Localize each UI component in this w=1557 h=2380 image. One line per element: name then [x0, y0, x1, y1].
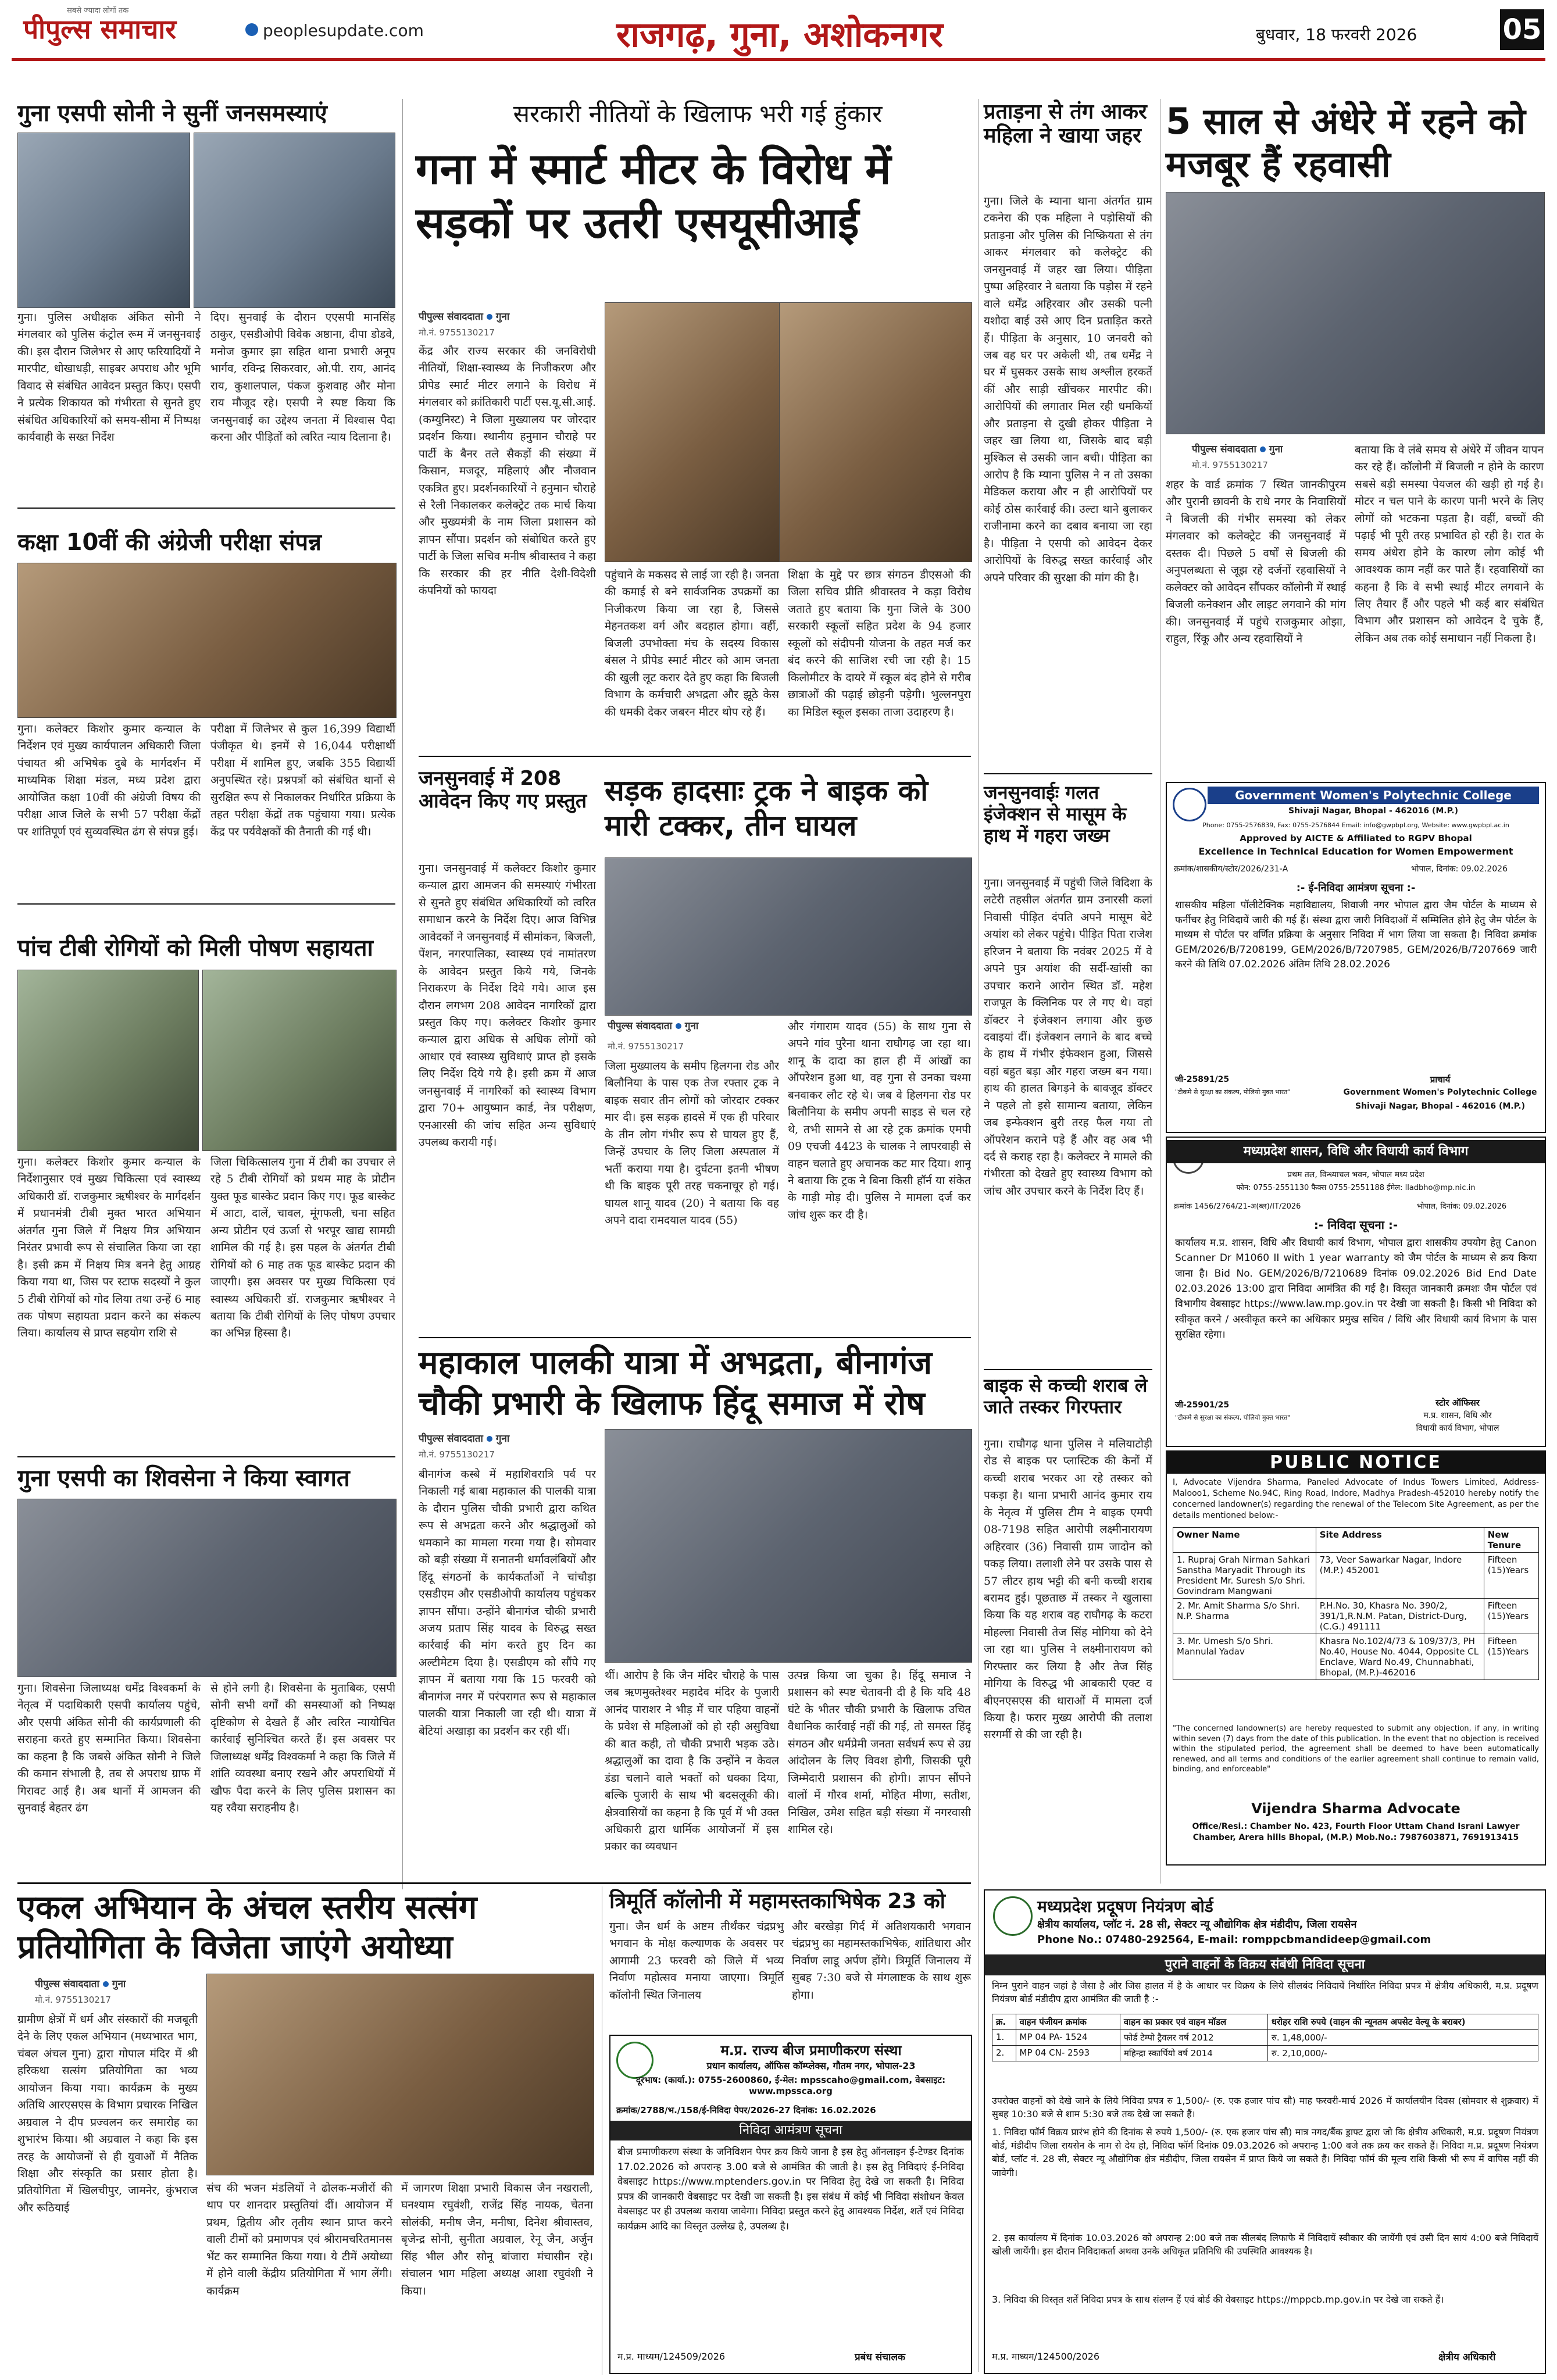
story5-byline [419, 309, 509, 323]
polytechnic-code: जी-25891/25 [1175, 1075, 1230, 1084]
story8-mobile: मो.नं. 9755130217 [419, 1449, 495, 1460]
polytechnic-approval: Approved by AICTE & Affiliated to RGPV Bhopal [1240, 833, 1472, 844]
story7-mobile: मो.नं. 9755130217 [608, 1041, 684, 1052]
story3-photo-2 [202, 970, 397, 1151]
story4-col2: से होने लगी है। शिवसेना के मुताबिक, एसपी सोनी सभी वर्गों की समस्याओं को निष्पक्ष दृष्टिकोण से देखते हैं और त्वरित न्यायोचित कार्रवाई सुनिश्चित करते हैं। इस अवसर पर जिलाध्यक्ष धर्मेंद्र विश्वकर्मा ने कहा कि जिले में शांति व्यवस्था बनाए रखने और अपराधियों में खौफ पैदा करने के लिए पुलिस प्रशासन का यह रवैया सराहनीय है। [210, 1682, 395, 1815]
pollution-code: म.प्र. माध्यम/124500/2026 [992, 2351, 1100, 2362]
table-cell: 1. Rupraj Grah Nirman Sahkari Sanstha Maryadit Through its President Mr. Suresh S/o Shri. Govindram Mangwani [1173, 1553, 1316, 1599]
divider [17, 508, 395, 509]
story7-byline [608, 1019, 698, 1032]
story5-photo [605, 302, 780, 562]
story5-photo-2 [779, 302, 972, 562]
story5-kicker: सरकारी नीतियों के खिलाफ भरी गई हुंकार [513, 99, 883, 128]
seed-code: म.प्र. माध्यम/124509/2026 [617, 2351, 726, 2362]
divider [419, 1337, 971, 1338]
story12-body: गुना। राघौगढ़ थाना पुलिस ने मलियाटोड़ी रोड से बाइक पर प्लास्टिक की केनों में कच्ची शराब भरकर आ रहे तस्कर को पकड़ा है। थाना प्रभारी आनंद कुमार राय के नेतृत्व में पुलिस टीम ने बाइक एमपी 08-7198 सहित आरोपी लक्ष्मीनारायण अहिरवार (36) निवासी ग्राम जादोन को पकड़ लिया। तलाशी लेने पर उसके पास से 57 लीटर हाथ भट्टी की बनी कच्ची शराब बरामद हुई। पूछताछ में तस्कर ने खुलासा किया कि यह शराब वह राघौगढ़ के कटरा मोहल्ला निवासी तेज सिंह मोगिया को देने जा रहा था। पुलिस ने लक्ष्मीनारायण को गिरफ्तार कर लिया है और तेज सिंह मोगिया के विरुद्ध भी आबकारी एक्ट व बीएनएसएस की धाराओं में मामला दर्ज किया है। फरार मुख्य आरोपी की तलाश सरगर्मी से की जा रही है। [984, 1438, 1152, 1742]
divider [17, 1456, 395, 1457]
public-notice-title: PUBLIC NOTICE [1167, 1452, 1545, 1474]
table-cell: महिन्द्रा स्कार्पियो वर्ष 2014 [1120, 2046, 1267, 2061]
story14-col1: गुना। जैन धर्म के अष्टम तीर्थंकर चंद्रप्रभु भगवान के मोक्ष कल्याणक के अवसर पर आगामी 23 फरवरी को जिले में भव्य निर्वाण महोत्सव मनाया जाएगा। त्रिमूर्ति कॉलोनी स्थित जिनालय [609, 1920, 784, 2002]
story1-col1: गुना। पुलिस अधीक्षक अंकित सोनी ने मंगलवार को पुलिस कंट्रोल रूम में जनसुनवाई की। इस दौरान जिलेभर से आए फरियादियों ने मारपीट, धोखाधड़ी, साइबर अपराध और भूमि विवाद से संबंधित आवेदन प्रस्तुत किए। एसपी ने प्रत्येक शिकायत को गंभीरता से सुनते हुए संबंधित अधिकारियों को समय-सीमा में निष्पक्ष कार्यवाही के सख्त निर्देश [17, 311, 201, 444]
table-header: क्र. [992, 2014, 1016, 2030]
table-cell: रु. 2,10,000/- [1267, 2046, 1538, 2061]
story8-col3: उत्पन्न किया जा चुका है। हिंदू समाज ने प्रशासन को स्पष्ट चेतावनी दी है कि यदि 48 घंटे के भीतर चौकी प्रभारी के खिलाफ उचित वैधानिक कार्रवाई नहीं की गई, तो समस्त हिंदू संगठन और धर्मप्रेमी जनता सर्वधर्म रूप से उग्र आंदोलन के लिए विवश होगी, जिसकी पूरी जिम्मेदारी प्रशासन की होगी। ज्ञापन सौंपने वालों में गौरव शर्मा, मोहित मीणा, सतीश, निखिल, उमेश सहित बड़ी संख्या में नगरवासी शामिल रहे। [788, 1669, 971, 1836]
pollution-point-1: 1. निविदा फॉर्म विक्रय प्रारंभ होने की दिनांक से रुपये 1,500/- (रु. एक हजार पांच सौ) मात्र नगद/बैंक ड्राफ्ट द्वारा जो कि क्षेत्रीय अधिकारी, म.प्र. प्रदूषण नियंत्रण बोर्ड, मंडीदीप जिला रायसेन के नाम से देय हो, निविदा फॉर्म दिनांक 09.03.2026 को अपरान्ह 1:00 बजे तक क्रय कर सकते हैं। निविदा म.प्र. प्रदूषण नियंत्रण बोर्ड, प्लॉट नं. 28 सी, सेक्टर न्यू औद्योगिक क्षेत्र मंडीदीप, जिला रायसेन में प्राप्त किये जा सकते हैं। निविदा फॉर्म की मूल्य राशि किसी भी रूप में वापिस नहीं की जावेगी। [992, 2127, 1538, 2178]
pollution-subhead: पुराने वाहनों के विक्रय संबंधी निविदा सूचना [985, 1954, 1545, 1975]
story9-photo [206, 1974, 594, 2175]
byline-name: पीपुल्स संवाददाता [1192, 444, 1256, 455]
divider [984, 773, 1152, 774]
pollution-contact: Phone No.: 07480-292564, E-mail: romppcbmandideep@gmail.com [1037, 1934, 1431, 1946]
byline-place: गुना [684, 1020, 699, 1032]
story7-headline: सड़क हादसाः ट्रक ने बाइक को मारी टक्कर, तीन घायल [605, 774, 929, 842]
table-cell: Fifteen (15)Years [1484, 1599, 1538, 1634]
advocate-name: Vijendra Sharma Advocate [1251, 1800, 1460, 1817]
table-header: New Tenure [1484, 1528, 1538, 1553]
pollution-table-wrap [992, 2014, 1538, 2061]
polytechnic-ref: क्रमांक/शासकीय/स्टोर/2026/231-A [1174, 864, 1288, 874]
story2-col1: गुना। कलेक्टर किशोर कुमार कन्याल के निर्देशन एवं मुख्य कार्यपालन अधिकारी जिला पंचायत श्री अभिषेक दुबे के मार्गदर्शन में माध्यमिक शिक्षा मंडल, मध्य प्रदेश द्वारा आयोजित कक्षा 10वीं की अंग्रेजी विषय की परीक्षा आज जिले के सभी 57 परीक्षा केंद्रों पर शांतिपूर्ण एवं सुव्यवस्थित ढंग से संपन्न हुई। [17, 723, 201, 838]
divider [17, 903, 395, 905]
law-contact: फोन: 0755-2551130 फैक्स 0755-2551188 ईमेल: lladbho@mp.nic.in [1236, 1184, 1476, 1192]
polytechnic-sign3: Shivaji Nagar, Bhopal - 462016 (M.P.) [1355, 1102, 1526, 1111]
pollution-title: मध्यप्रदेश प्रदूषण नियंत्रण बोर्ड [1037, 1897, 1213, 1916]
story11-headline: जनसुनवाईः गलत इंजेक्शन से मासूम के हाथ में गहरा जख्म [984, 781, 1127, 846]
story9-col1: ग्रामीण क्षेत्रों में धर्म और संस्कारों की मजबूती देने के लिए एकल अभियान (मध्यभारत भाग, चंबल अंचल गुना) द्वारा गोपाल मंदिर में श्री हरिकथा सत्संग प्रतियोगिता का भव्य आयोजन किया गया। कार्यक्रम के मुख्य अतिथि आरएसएस के विभाग प्रचारक निखिल अग्रवाल ने दीप प्रज्वलन कर समारोह का शुभारंभ किया। श्री अग्रवाल ने कहा कि इस तरह के आयोजनों से ही युवाओं में नैतिक शिक्षा और संस्कृति का प्रसार होता है। प्रतियोगिता में खिलचीपुर, जामनेर, कुंभराज और रूठियाई [17, 2013, 198, 2214]
table-cell: 73, Veer Sawarkar Nagar, Indore (M.P.) 452001 [1316, 1553, 1484, 1599]
table-cell: 3. Mr. Umesh S/o Shri. Mannulal Yadav [1173, 1634, 1316, 1680]
table-cell: MP 04 PA- 1524 [1016, 2030, 1120, 2046]
public-notice-body: I, Advocate Vijendra Sharma, Paneled Advocate of Indus Towers Limited, Address-Malooo1, Scheme No.94C, Ring Road, Indore, Madhya Pradesh-452010 hereby notify the concerned landowner(s) regarding the renewal of the Telecom Site Agreement, as per the details mentioned below:- [1173, 1478, 1539, 1520]
story5-mobile: मो.नं. 9755130217 [419, 327, 495, 338]
story7-photo [605, 857, 972, 1016]
seed-contact: दूरभाष: (कार्या.): 0755-2600860, ई-मेल: mpsscaho@gmail.com, वेबसाइट: www.mpssca.org [635, 2075, 946, 2096]
table-row [1173, 1599, 1539, 1634]
page-number: 05 [1500, 9, 1544, 50]
story8-photo [605, 1429, 972, 1663]
pollution-para: उपरोक्त वाहनों को देखे जाने के लिये निविदा प्रपत्र रु 1,500/- (रु. एक हजार पांच सौ) माह फरवरी-मार्च 2026 में कार्यालयीन दिवस (सोमवार से शुक्रवार) में सुबह 10:30 बजे से शाम 5:30 बजे तक देखे जा सकते हैं। [992, 2095, 1538, 2120]
table-cell: Fifteen (15)Years [1484, 1634, 1538, 1680]
story9-col3: में जागरण शिक्षा प्रभारी विकास जैन नखराली, घनश्याम रघुवंशी, राजेंद्र सिंह नायक, चेतना सोलंकी, मनीष जैन, मनीषा, दिनेश श्रीवास्तव, बृजेन्द्र सोनी, सुनीता अग्रवाल, रेनू जैन, अर्जुन सिंह भील और सोनू बांजारा मंचासीन रहे। संचालन भाग महिला अध्यक्ष आशा रघुवंशी ने किया। [401, 2182, 593, 2297]
story14-headline: त्रिमूर्ति कॉलोनी में महामस्तकाभिषेक 23 को [609, 1889, 945, 1913]
byline-name: पीपुल्स संवाददाता [419, 311, 483, 323]
column-rule [402, 99, 403, 1889]
public-notice-table [1173, 1527, 1539, 1680]
seed-notice-head: निविदा आमंत्रण सूचना [610, 2121, 971, 2140]
law-sign2: म.प्र. शासन, विधि और [1423, 1411, 1492, 1420]
law-ref: क्रमांक 1456/2764/21-अ(ब्ल)/IT/2026 [1174, 1202, 1301, 1211]
divider [419, 756, 971, 757]
section-title: राजगढ़, गुना, अशोकनगर [616, 15, 944, 55]
pollution-point-3: 3. निविदा की विस्तृत शर्तें निविदा प्रपत्र के साथ संलग्न हैं एवं बोर्ड की वेबसाइट https://mppcb.mp.gov.in पर देखे जा सकते हैं। [992, 2294, 1444, 2305]
table-cell: Khasra No.102/4/73 & 109/37/3, PH No.40, House No. 4044, Opposite CL Enclave, Ward No.49, Chunnabhati, Bhopal, (M.P.)-462016 [1316, 1634, 1484, 1680]
polytechnic-title: Government Women's Polytechnic College [1208, 787, 1539, 804]
story5-col3: शिक्षा के मुद्दे पर छात्र संगठन डीएसओ की जिला सचिव प्रीति श्रीवास्तव ने कड़ा विरोध जताते हुए बताया कि गुना जिले के 300 सरकारी स्कूलों सहित प्रदेश के 94 हजार स्कूलों को संदीपनी योजना के तहत मर्ज कर बंद करने की साजिश रची जा रही है। 15 किलोमीटर के दायरे में स्कूल बंद होने से गरीब छात्राओं की पढ़ाई छोड़नी पड़ेगी। भुल्लनपुरा का मिडिल स्कूल इसका ताजा उदाहरण है। [788, 569, 971, 719]
date: बुधवार, 18 फरवरी 2026 [1256, 25, 1417, 44]
polytechnic-sign2: Government Women's Polytechnic College [1343, 1088, 1537, 1097]
byline-name: पीपुल्स संवाददाता [35, 1978, 99, 1990]
table-header: धरोहर राशि रुपये (वाहन की न्यूनतम अपसेट वेल्यू के बराबर) [1267, 2014, 1538, 2030]
story13-col2: बताया कि वे लंबे समय से अंधेरे में जीवन यापन कर रहे हैं। कॉलोनी में बिजली न होने के कारण सबसे बड़ी समस्या पेयजल की खड़ी हो गई है। मोटर न चल पाने के कारण पानी भरने के लिए लोगों को भटकना पड़ता है। वहीं, बच्चों की पढ़ाई भी पूरी तरह प्रभावित हो रही है। रात के समय अंधेरा होने के कारण लोग कोई भी आवश्यक काम नहीं कर पाते हैं। रहवासियों का कहना है कि वे सभी स्थाई मीटर लगवाने के लिए तैयार हैं और पहले भी कई बार संबंधित विभाग और प्रशासन को आवेदन दे चुके हैं, लेकिन अब तक कोई समाधान नहीं निकला है। [1355, 444, 1544, 645]
public-notice-footer: "The concerned landowner(s) are hereby requested to submit any objection, if any, in writing within seven (7) days from the date of this publication. In the event that no objection is received within the stipulated period, the agreement shall be deemed to have been automatically renewed, and all terms and conditions of the earlier agreement shall continue to remain valid, binding, and enforceable" [1173, 1724, 1539, 1774]
logo: पीपुल्स समाचार [23, 13, 177, 45]
table-row [992, 2046, 1538, 2061]
law-notice-head: :- निविदा सूचना :- [1313, 1218, 1398, 1232]
story14-col2: और बरखेड़ा गिर्द में अतिशयकारी भगवान चंद्रप्रभु का महामस्तकाभिषेक, शांतिधारा और निर्वाण लाडू अर्पण होंगे। त्रिमूर्ति जिनालय में सुबह 7:30 बजे से मंगलाष्टक के साथ शुरू होगा। [792, 1920, 971, 2002]
story2-headline: कक्षा 10वीं की अंग्रेजी परीक्षा संपन्न [17, 529, 322, 556]
masthead [12, 5, 1545, 60]
story9-mobile: मो.नं. 9755130217 [35, 1995, 111, 2005]
story11-body: गुना। जनसुनवाई में पहुंची जिले विदिशा के लटेरी तहसील अंतर्गत ग्राम उनारसी कलां निवासी पीड़ित दंपति अपने मासूम बेटे अयांश को लेकर पहुंचे। पीड़ित पिता राजेश हरिजन ने बताया कि नवंबर 2025 में वे अपने पुत्र अयांश की सर्दी-खांसी का उपचार कराने आरोन स्थित डॉ. महेश राजपूत के क्लिनिक पर ले गए थे। वहां डॉक्टर ने इंजेक्शन लगाया और कुछ दवाइयां दीं। इंजेक्शन लगाने के बाद बच्चे के हाथ में गंभीर इंफेक्शन हुआ, जिससे वहां बहुत बड़ा और गहरा जख्म बन गया। हाथ की हालत बिगड़ने के बावजूद डॉक्टर ने पहले तो इसे सामान्य बताया, लेकिन जब इन्फेक्शन बुरी तरह फैल गया तो ऑपरेशन कराने पड़े हैं और वह अब भी दर्द से कराह रहा है। कलेक्टर ने मामले की गंभीरता को देखते हुए स्वास्थ्य विभाग को जांच और उपचार करने के निर्देश दिए हैं। [984, 877, 1152, 1198]
byline-place: गुना [1269, 444, 1283, 455]
table-header: Site Address [1316, 1528, 1484, 1553]
story10-headline: प्रताड़ना से तंग आकर महिला ने खाया जहर [984, 100, 1147, 148]
seed-address: प्रधान कार्यालय, ऑफिस कॉम्प्लेक्स, गौतम नगर, भोपाल-23 [706, 2060, 916, 2071]
law-notice-body: कार्यालय म.प्र. शासन, विधि और विधायी कार्य विभाग, भोपाल द्वारा शासकीय उपयोग हेतु Canon Scanner Dr M1060 II with 1 year warranty को जैम पोर्टल के माध्यम से क्रय किया जाना है। Bid No. GEM/2026/B/7210689 दिनांक 09.02.2026 Bid End Date 02.03.2026 13:00 द्वारा निविदा आमंत्रित की गई है। विस्तृत जानकारी क्रमशः जैम पोर्टल एवं विभागीय वेबसाइट https://www.law.mp.gov.in पर देखी जा सकती है। किसी भी निविदा को स्वीकृत करने / अस्वीकृत करने का अधिकार प्रमुख सचिव / विधि और विधायी कार्य विभाग के पास सुरक्षित रहेगा। [1175, 1237, 1537, 1341]
divider [17, 1882, 971, 1884]
story3-col2: जिला चिकित्सालय गुना में टीबी का उपचार ले रहे 5 टीबी रोगियों को प्रथम माह के प्रोटीन युक्त फूड बास्केट प्रदान किए गए। फूड बास्केट में आटा, दालें, चावल, मूंगफली, चना सहित अन्य प्रोटीन एवं ऊर्जा से भरपूर खाद्य सामग्री शामिल की गई है। इस पहल के अंतर्गत टीबी रोगियों को 6 माह तक फूड बास्केट प्रदान की जाएगी। इस अवसर पर मुख्य चिकित्सा एवं स्वास्थ्य अधिकारी डॉ. राजकुमार ऋषीश्वर ने बताया कि टीबी रोगियों के लिए पोषण उपचार का अभिन्न हिस्सा है। [210, 1156, 395, 1340]
polytechnic-ad [1166, 782, 1546, 1133]
story5-col1: केंद्र और राज्य सरकार की जनविरोधी नीतियों, शिक्षा-स्वास्थ्य के निजीकरण और प्रीपेड स्मार्ट मीटर लगाने के विरोध में मंगलवार को क्रांतिकारी पार्टी एस.यू.सी.आई. (कम्युनिस्ट) ने जिला मुख्यालय पर जोरदार प्रदर्शन किया। स्थानीय हनुमान चौराहे पर पार्टी के बैनर तले सैकड़ों की संख्या में किसान, मजदूर, महिलाएं और नौजवान एकत्रित हुए। प्रदर्शनकारियों ने हनुमान चौराहे से रैली निकालकर कलेक्ट्रेट तक मार्च किया और मुख्यमंत्री के नाम जिला प्रशासन को ज्ञापन सौंपा। प्रदर्शन को संबोधित करते हुए पार्टी के जिला सचिव मनीष श्रीवास्तव ने कहा कि सरकार की हर नीति देशी-विदेशी कंपनियों को फायदा [419, 345, 596, 598]
story8-byline [419, 1431, 509, 1445]
table-cell: P.H.No. 30, Khasra No. 390/2, 391/1,R.N.M. Patan, District-Durg,(C.G.) 491111 [1316, 1599, 1484, 1634]
globe-icon [245, 23, 258, 36]
polytechnic-contact: Phone: 0755-2576839, Fax: 0755-2576844 Email: info@gwpbpl.org, Website: www.gwpbpl.ac.in [1202, 821, 1509, 829]
story13-photo [1166, 192, 1545, 434]
polytechnic-motto: Excellence in Technical Education for Women Empowerment [1198, 846, 1513, 857]
table-cell: 2. Mr. Amit Sharma S/o Shri. N.P. Sharma [1173, 1599, 1316, 1634]
story7-col1: जिला मुख्यालय के समीप हिलगना रोड और बिलौनिया के पास एक तेज रफ्तार ट्रक ने बाइक सवार तीन लोगों को जोरदार टक्कर मार दी। इस सड़क हादसे में एक ही परिवार के तीन लोग गंभीर रूप से घायल हुए हैं, जिन्हें उपचार के लिए जिला अस्पताल में भर्ती कराया गया है। दुर्घटना इतनी भीषण थी कि बाइक पूरी तरह चकनाचूर हो गई। घायल शानू यादव (20) ने बताया कि वह अपने दादा रामदयाल यादव (55) [605, 1060, 779, 1227]
table-cell: रु. 1,48,000/- [1267, 2030, 1538, 2046]
story6-headline: जनसुनवाई में 208 आवेदन किए गए प्रस्तुत [419, 767, 587, 813]
seed-notice-body: बीज प्रमाणीकरण संस्था के जनिविशन पेपर क्रय किये जाना है इस हेतु ऑनलाइन ई-टेण्डर दिनांक 17.02.2026 को अपरान्ह 3.00 बजे से आमंत्रित की जाती है। इस हेतु निविदाएं ई-निविदा वेबसाइट https://www.mptenders.gov.in पर निविदा हेतु देखे जा सकती है। निविदा प्रपत्र की जानकारी वेबसाइट पर देखी जा सकती है। इस संबंध में कोई भी निविदा संशोधन केवल वेबसाइट पर ही उपलब्ध कराया जावेगा। निविदा प्रस्तुत करने हेतु आवश्यक निर्देश, शर्तें एवं निविदा कार्यक्रम आदि का विस्तृत उल्लेख है, उपलब्ध है। [617, 2146, 964, 2232]
story8-headline: महाकाल पालकी यात्रा में अभद्रता, बीनागंज चौकी प्रभारी के खिलाफ हिंदू समाज में रोष [419, 1344, 933, 1423]
table-header: वाहन पंजीयन क्रमांक [1016, 2014, 1120, 2030]
story4-photo [17, 1499, 397, 1677]
seed-logo-icon [616, 2042, 653, 2079]
masthead-rule [12, 58, 1545, 61]
polytechnic-notice-body: शासकीय महिला पॉलीटेक्निक महाविद्यालय, शिवाजी नगर भोपाल द्वारा जैम पोर्टल के माध्यम से फर्नीचर हेतु निविदायें जारी की गई हैं। संस्था द्वारा जारी निविदाओं में सम्मिलित होने हेतु जैम पोर्टल के माध्यम से पोर्टल पर वर्णित प्रक्रिया के अनुसार निविदा में भाग लिया जा सकता है। निविदा क्रमांक GEM/2026/B/7208199, GEM/2026/B/7207985, GEM/2026/B/7207669 जारी करने की तिथि 07.02.2026 अंतिम तिथि 28.02.2026 [1175, 899, 1537, 970]
polytechnic-logo-icon [1173, 788, 1206, 821]
story5-col2: पहुंचाने के मकसद से लाई जा रही है। जनता की कमाई से बने सार्वजनिक उपक्रमों का निजीकरण किया जा रहा है, जिससे मेहनतकश वर्ग और बदहाल होगा। वहीं, बिजली उपभोक्ता मंच के सदस्य विकास बंसल ने प्रीपेड स्मार्ट मीटर को आम जनता की खुली लूट करार देते हुए कहा कि बिजली विभाग के कर्मचारी अभद्रता और झूठे केस की धमकी देकर जबरन मीटर थोप रहे हैं। [605, 569, 779, 719]
seed-ref: क्रमांक/2788/भ./158/ई-निविदा पेपर/2026-27 दिनांक: 16.02.2026 [616, 2105, 876, 2115]
table-cell: 2. [992, 2046, 1016, 2061]
seed-sign: प्रबंध संचालक [855, 2352, 906, 2363]
story8-col2: थीं। आरोप है कि जैन मंदिर चौराहे के पास जब ऋणमुक्तेश्वर महादेव मंदिर के पुजारी आनंद पाराशर ने भीड़ में चार पहिया वाहनों के प्रवेश से महिलाओं को हो रही असुविधा की बात कही, तो चौकी प्रभारी भड़क उठे। श्रद्धालुओं का दावा है कि उन्होंने न केवल डंडा चलाने वाले भक्तों को धक्का दिया, बल्कि पुजारी के साथ भी बदसलूकी की। क्षेत्रवासियों का कहना है कि पूर्व में भी उक्त अधिकारी द्वारा धार्मिक आयोजनों में इस प्रकार का व्यवधान [605, 1669, 779, 1853]
byline-place: गुना [112, 1978, 126, 1990]
story5-headline: गना में स्मार्ट मीटर के विरोध में सड़कों पर उतरी एसयूसीआई [416, 144, 891, 248]
polytechnic-date: भोपाल, दिनांक: 09.02.2026 [1411, 864, 1508, 874]
pollution-intro: निम्न पुराने वाहन जहां है जैसा है और जिस हालत में है के आधार पर विक्रय के लिये सीलबंद निविदायें निर्धारित निविदा प्रपत्र में क्षेत्रीय अधिकारी, म.प्र. प्रदूषण नियंत्रण बोर्ड मंडीदीप द्वारा आमंत्रित की जाती है :- [992, 1980, 1538, 2005]
story12-headline: बाइक से कच्ची शराब ले जाते तस्कर गिरफ्तार [984, 1374, 1148, 1418]
pollution-point-2: 2. इस कार्यालय में दिनांक 10.03.2026 को अपरान्ह 2:00 बजे तक सीलबंद लिफाफे में निविदायें स्वीकार की जायेंगी एवं उसी दिन सायं 4:00 बजे निविदायें खोली जायेंगी। इस दौरान निविदाकर्ता अथवा उनके अधिकृत प्रतिनिधि की उपस्थिति आवश्यक है। [992, 2232, 1538, 2257]
polytechnic-address: Shivaji Nagar, Bhopal - 462016 (M.P.) [1288, 806, 1459, 816]
story13-byline [1192, 442, 1283, 455]
polytechnic-slogan: "टीकमे से सुरक्षा का संकल्प, पोलियो मुक्त भारत" [1175, 1088, 1291, 1096]
story1-headline: गुना एसपी सोनी ने सुनीं जनसमस्याएं [17, 100, 327, 127]
seed-title: म.प्र. राज्य बीज प्रमाणीकरण संस्था [720, 2042, 902, 2059]
byline-place: गुना [495, 311, 510, 323]
story3-photo [17, 970, 199, 1151]
story3-headline: पांच टीबी रोगियों को मिली पोषण सहायता [17, 935, 373, 962]
table-cell: 1. [992, 2030, 1016, 2046]
story13-col1: शहर के वार्ड क्रमांक 7 स्थित जानकीपुरम और पुरानी छावनी के राधे नगर के निवासियों ने बिजली की गंभीर समस्या को लेकर मंगलवार को कलेक्ट्रेट की जनसुनवाई में दस्तक दी। पिछले 5 वर्षों से बिजली की अनुपलब्धता से जूझ रहे दर्जनों रहवासियों ने कलेक्टर को आवेदन सौंपकर कॉलोनी में स्थाई बिजली कनेक्शन और लाइट लगवाने की मांग की। जनसुनवाई में पहुंचे राजकुमार ओझा, राहुल, रिंकू और अन्य रहवासियों ने [1166, 478, 1346, 645]
pollution-ad [984, 1889, 1546, 2374]
polytechnic-notice-head: :- ई-निविदा आमंत्रण सूचना :- [1296, 882, 1416, 894]
story4-col1: गुना। शिवसेना जिलाध्यक्ष धर्मेंद्र विश्वकर्मा के नेतृत्व में पदाधिकारी एसपी कार्यालय पहुंचे, और एसपी अंकित सोनी की कार्यप्रणाली की सराहना करते हुए सम्मानित किया। शिवसेना का कहना है कि जबसे अंकित सोनी ने जिले की कमान संभाली है, तब से अपराध ग्राफ में गिरावट आई है। अब थानों में आमजन की सुनवाई बेहतर ढंग [17, 1682, 201, 1815]
table-header: Owner Name [1173, 1528, 1316, 1553]
story1-photo-2 [194, 133, 395, 308]
table-header: वाहन का प्रकार एवं वाहन मॉडल [1120, 2014, 1267, 2030]
law-address: प्रथम तल, विन्ध्याचल भवन, भोपाल मध्य प्रदेश [1287, 1170, 1424, 1180]
polytechnic-sign1: प्राचार्य [1430, 1074, 1451, 1085]
table-row [1173, 1634, 1539, 1680]
law-code: जी-25901/25 [1175, 1400, 1230, 1410]
byline-name: पीपुल्स संवाददाता [608, 1020, 672, 1032]
divider [984, 1369, 1152, 1370]
law-sign3: विधायी कार्य विभाग, भोपाल [1416, 1424, 1499, 1433]
story2-photo [17, 563, 397, 718]
pollution-address: क्षेत्रीय कार्यालय, प्लॉट नं. 28 सी, सेक्टर न्यू औद्योगिक क्षेत्र मंडीदीप, जिला रायसेन [1037, 1918, 1357, 1931]
story1-col2: दिए। सुनवाई के दौरान एएसपी मानसिंह ठाकुर, एसडीओपी विवेक अष्ठाना, दीपा डोडवे, मनोज कुमार झा सहित थाना प्रभारी अनूप भार्गव, रविन्द्र सिकरवार, ओ.पी. राय, आनंद राय, कुशालपाल, पंकज कुशवाह और मोना राय मौजूद रहे। एसपी ने स्पष्ट किया कि जनसुनवाई का उद्देश्य जनता में विश्वास पैदा करना और पीड़ितों को त्वरित न्याय दिलाना है। [210, 311, 395, 444]
table-row [1173, 1553, 1539, 1599]
pollution-logo-icon [993, 1896, 1033, 1936]
law-title: मध्यप्रदेश शासन, विधि और विधायी कार्य विभाग [1167, 1140, 1545, 1163]
pollution-sign: क्षेत्रीय अधिकारी [1438, 2352, 1496, 2363]
story9-col2: संच की भजन मंडलियों ने ढोलक-मजीरों की थाप पर शानदार प्रस्तुतियां दीं। आयोजन में प्रथम, द्वितीय और तृतीय स्थान प्राप्त करने वाली टीमों को प्रमाणपत्र एवं श्रीरामचरितमानस भेंट कर सम्मानित किया गया। ये टीमें अयोध्या में होने वाली केंद्रीय प्रतियोगिता में भाग लेंगी। कार्यक्रम [206, 2182, 392, 2297]
dot-icon [487, 1436, 492, 1442]
story1-photo [17, 133, 190, 308]
story7-col2: और गंगाराम यादव (55) के साथ गुना से अपने गांव पुरैना थाना राघौगढ़ जा रहा था। शानू के दादा का हाल ही में आंखों का ऑपरेशन हुआ था, वह गुना से उनका चश्मा बनवाकर लौट रहे थे। जब वे हिलगना रोड पर बिलौनिया के समीप अपनी साइड से चल रहे थे, तभी सामने से आ रहे ट्रक क्रमांक एमपी 09 एचजी 4423 के चालक ने लापरवाही से वाहन चलाते हुए अचानक कट मार दिया। शानू ने बताया कि ट्रक ने बिना किसी हॉर्न या संकेत के गाड़ी मोड़ दी। पुलिस ने मामला दर्ज कर जांच शुरू कर दी है। [788, 1020, 971, 1221]
advocate-address: Office/Resi.: Chamber No. 423, Fourth Floor Uttam Chand Israni Lawyer Chamber, Arera hills Bhopal, (M.P.) Mob.No.: 7987603871, 7691913415 [1192, 1822, 1520, 1842]
story10-body: गुना। जिले के म्याना थाना अंतर्गत ग्राम टकनेरा की एक महिला ने पड़ोसियों की प्रताड़ना और पुलिस की निष्क्रियता से तंग आकर मंगलवार को कलेक्ट्रेट की जनसुनवाई में जहर खा लिया। पीड़िता पुष्पा अहिरवार ने बताया कि पड़ोस में रहने वाले धर्मेंद्र अहिरवार और उसकी पत्नी यशोदा बाई उसे आए दिन प्रताड़ित करते हैं। पीड़िता के अनुसार, 10 जनवरी को जब वह घर पर अकेली थी, तब धर्मेंद्र ने घर में घुसकर उसके साथ अश्लील हरकतें कीं और साड़ी खींचकर मारपीट की। आरोपियों की लगातार मिल रही धमकियों और प्रताड़ना से दुखी होकर पीड़िता ने जहर खा लिया था, जिसके बाद बड़ी मुश्किल से उसकी जान बची। पीड़िता का आरोप है कि म्याना पुलिस ने न तो उसका मेडिकल कराया और न ही आरोपियों पर कोई ठोस कार्रवाई की। उल्टा थाने बुलाकर राजीनामा करने का दबाव बनाया जा रहा है। पीड़िता ने एसपी को आवेदन देकर आरोपियों के विरुद्ध सख्त कार्रवाई और अपने परिवार की सुरक्षा की मांग की है। [984, 195, 1152, 584]
dot-icon [1260, 446, 1266, 452]
table-cell: Fifteen (15)Years [1484, 1553, 1538, 1599]
vehicle-table [992, 2014, 1538, 2061]
column-rule [978, 99, 979, 2372]
table-cell: फोर्ड टेम्पो ट्रैवलर वर्ष 2012 [1120, 2030, 1267, 2046]
byline-place: गुना [495, 1433, 510, 1445]
logo-tagline: सबसे ज्यादा लोगों तक [67, 6, 129, 15]
story13-headline: 5 साल से अंधेरे में रहने को मजबूर हैं रहवासी [1166, 100, 1526, 186]
story9-headline: एकल अभियान के अंचल स्तरीय सत्संग प्रतियोगिता के विजेता जाएंगे अयोध्या [17, 1889, 477, 1967]
table-cell: MP 04 CN- 2593 [1016, 2046, 1120, 2061]
dot-icon [487, 314, 492, 320]
dot-icon [676, 1023, 681, 1029]
story13-mobile: मो.नं. 9755130217 [1192, 460, 1268, 470]
story3-col1: गुना। कलेक्टर किशोर कुमार कन्याल के निर्देशानुसार एवं मुख्य चिकित्सा एवं स्वास्थ्य अधिकारी डॉ. राजकुमार ऋषीश्वर के मार्गदर्शन में प्रधानमंत्री टीबी मुक्त भारत अभियान अंतर्गत गुना जिले में निक्षय मित्र अभियान निरंतर प्रभावी रूप से संचालित किया जा रहा है। इसी क्रम में निक्षय मित्र बनने हेतु आग्रह किया गया था, जिस पर स्टाफ सदस्यों ने कुल 5 टीबी रोगियों को गोद लिया तथा उन्हें 6 माह तक पोषण सहायता प्रदान करने का संकल्प लिया। कार्यालय से प्राप्त सहयोग राशि से [17, 1156, 201, 1340]
story9-byline [35, 1977, 126, 1990]
public-notice-ad [1166, 1450, 1546, 1866]
seed-ad [609, 2035, 972, 2374]
story6-body: गुना। जनसुनवाई में कलेक्टर किशोर कुमार कन्याल द्वारा आमजन की समस्याएं गंभीरता से सुनते हुए संबंधित अधिकारियों को त्वरित समाधान करने के निर्देश दिए। आज विभिन्न आवेदकों ने जनसुनवाई में सीमांकन, बिजली, पेंशन, नगरपालिका, स्वास्थ्य एवं नामांतरण के आवेदन प्रस्तुत किये गये, जिनके निराकरण के निर्देश दिये गये। आज इस दौरान लगभग 208 आवेदन नागरिकों द्वारा प्रस्तुत किए गए। कलेक्टर किशोर कुमार कन्याल द्वारा अधिक से अधिक लोगों को आधार एवं स्वास्थ्य सुविधाएं प्राप्त हो इसके लिए निर्देश दिये गये है। इसी क्रम में आज जनसुनवाई में नागरिकों को स्वास्थ्य विभाग द्वारा 70+ आयुष्मान कार्ड, नेत्र परीक्षण, एनआरसी की जांच सहित अन्य सुविधाएं उपलब्ध करायी गई। [419, 862, 596, 1149]
renewal-table [1173, 1527, 1539, 1680]
law-ad [1166, 1137, 1546, 1447]
website: peoplesupdate.com [263, 21, 424, 40]
dot-icon [103, 1981, 109, 1987]
story2-col2: परीक्षा में जिलेभर से कुल 16,399 विद्यार्थी पंजीकृत थे। इनमें से 16,044 परीक्षार्थी परीक्षा में शामिल हुए, जबकि 355 विद्यार्थी अनुपस्थित रहे। प्रश्नपत्रों को संबंधित थानों से सुरक्षित रूप से निकालकर निर्धारित प्रक्रिया के तहत परीक्षा केंद्रों तक पहुंचाया गया। प्रत्येक केंद्र पर पर्यवेक्षकों की तैनाती की गई थी। [210, 723, 395, 838]
law-slogan: "टीकमे से सुरक्षा का संकल्प, पोलियो मुक्त भारत" [1175, 1414, 1291, 1421]
story8-col1: बीनागंज कस्बे में महाशिवरात्रि पर्व पर निकाली गई बाबा महाकाल की पालकी यात्रा के दौरान पुलिस चौकी प्रभारी द्वारा कथित रूप से अभद्रता करने और श्रद्धालुओं को धमकाने का मामला गरमा गया है। सोमवार को बड़ी संख्या में सनातनी धर्मावलंबियों और हिंदू संगठनों के कार्यकर्ताओं ने चांचौड़ा एसडीएम और एसडीओपी कार्यालय पहुंचकर ज्ञापन सौंपा। उन्होंने बीनागंज चौकी प्रभारी अजय प्रताप सिंह यादव के विरुद्ध सख्त कार्रवाई की मांग करते हुए दिन का अल्टीमेटम दिया है। एसडीएम को सौंपे गए ज्ञापन में बताया गया कि 15 फरवरी को बीनागंज नगर में परंपरागत रूप से महाकाल पालकी यात्रा निकाली जा रही थी। यात्रा में बेटियां अखाड़ा का प्रदर्शन कर रही थीं। [419, 1468, 596, 1738]
law-date: भोपाल, दिनांक: 09.02.2026 [1417, 1202, 1507, 1211]
law-sign1: स्टोर ऑफिसर [1435, 1398, 1480, 1408]
byline-name: पीपुल्स संवाददाता [419, 1433, 483, 1445]
table-row [992, 2030, 1538, 2046]
story4-headline: गुना एसपी का शिवसेना ने किया स्वागत [17, 1465, 350, 1492]
